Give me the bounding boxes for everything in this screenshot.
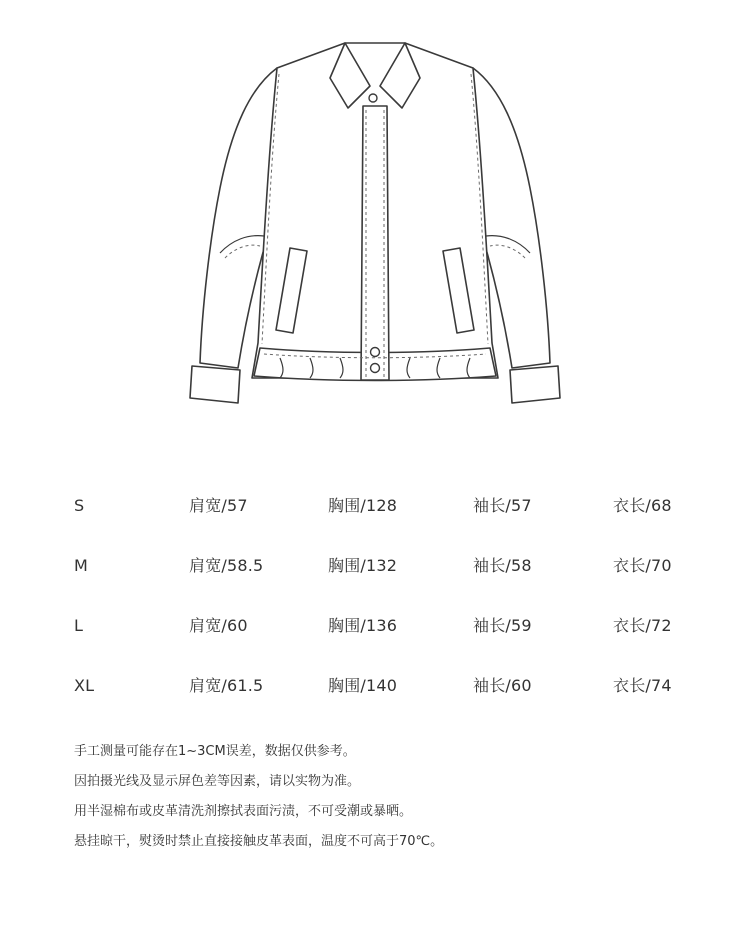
note-drying-ironing: 悬挂晾干，熨烫时禁止直接接触皮革表面，温度不可高于70℃。 <box>74 834 444 849</box>
collar-snap <box>369 94 377 102</box>
garment-length: 衣长/72 <box>613 616 672 635</box>
note-measurement-error: 手工测量可能存在1~3CM误差，数据仅供参考。 <box>74 744 356 759</box>
care-notes <box>74 737 714 857</box>
hem-snap-bottom <box>371 364 380 373</box>
sleeve-length: 袖长/60 <box>473 676 532 695</box>
hem-snap-top <box>371 348 380 357</box>
size-row <box>0 538 750 598</box>
garment-length: 衣长/70 <box>613 556 672 575</box>
shoulder-width: 肩宽/58.5 <box>189 556 264 575</box>
chest-measurement: 胸围/132 <box>328 556 398 575</box>
sleeve-length: 袖长/59 <box>473 616 532 635</box>
size-label: L <box>74 616 84 635</box>
sleeve-length: 袖长/57 <box>473 496 532 515</box>
chest-measurement: 胸围/136 <box>328 616 398 635</box>
garment-length: 衣长/68 <box>613 496 672 515</box>
jacket-drawing <box>180 18 570 413</box>
note-color-difference: 因拍摄光线及显示屏色差等因素，请以实物为准。 <box>74 774 361 789</box>
chest-measurement: 胸围/128 <box>328 496 398 515</box>
center-placket <box>361 106 389 380</box>
garment-length: 衣长/74 <box>613 676 672 695</box>
shoulder-width: 肩宽/60 <box>189 616 248 635</box>
note-cleaning: 用半湿棉布或皮革清洗剂擦拭表面污渍，不可受潮或暴晒。 <box>74 804 413 819</box>
sleeve-length: 袖长/58 <box>473 556 532 575</box>
size-label: M <box>74 556 89 575</box>
size-chart <box>0 478 750 718</box>
size-label: S <box>74 496 85 515</box>
shoulder-width: 肩宽/61.5 <box>189 676 264 695</box>
left-cuff <box>190 366 240 403</box>
size-row <box>0 478 750 538</box>
size-row <box>0 658 750 718</box>
right-cuff <box>510 366 560 403</box>
chest-measurement: 胸围/140 <box>328 676 398 695</box>
jacket-illustration <box>180 18 570 413</box>
shoulder-width: 肩宽/57 <box>189 496 248 515</box>
size-row <box>0 598 750 658</box>
size-label: XL <box>74 676 95 695</box>
